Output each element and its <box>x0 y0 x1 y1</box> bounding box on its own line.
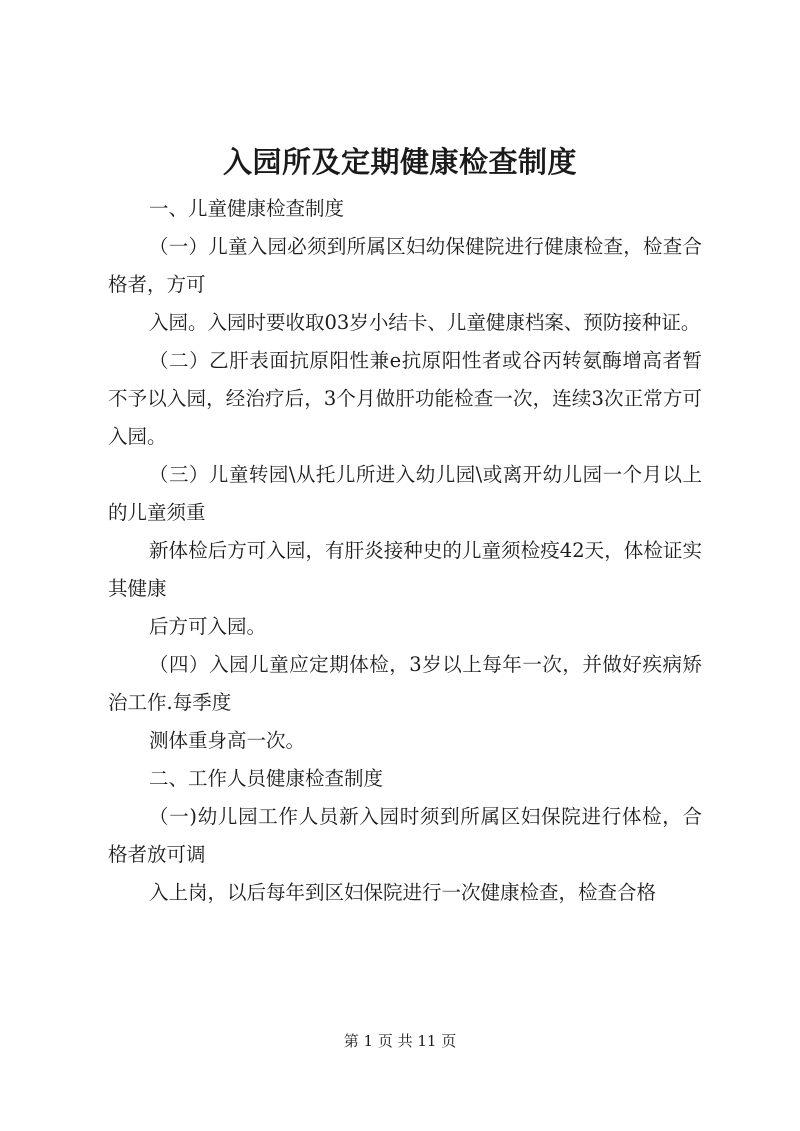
paragraph: 入园。入园时要收取03岁小结卡、儿童健康档案、预防接种证。 <box>149 311 701 334</box>
paragraph: 后方可入园。 <box>149 615 267 638</box>
document-title: 入园所及定期健康检查制度 <box>222 145 577 179</box>
paragraph: （二）乙肝表面抗原阳性兼e抗原阳性者或谷丙转氨酶增高者暂不予以入园，经治疗后，3个月做肝功能检查一次，连续3次正常方可入园。 <box>108 349 702 448</box>
paragraph: （一）儿童入园必须到所属区妇幼保健院进行健康检查，检查合格者，方可 <box>108 235 702 296</box>
paragraph: 测体重身高一次。 <box>149 729 306 752</box>
paragraph-heading-1: 一、儿童健康检查制度 <box>149 197 345 220</box>
paragraph: 新体检后方可入园，有肝炎接种史的儿童须检疫42天，体检证实其健康 <box>108 539 702 600</box>
paragraph: （一)幼儿园工作人员新入园时须到所属区妇保院进行体检，合格者放可调 <box>108 805 702 866</box>
document-body <box>108 190 702 912</box>
paragraph: （四）入园儿童应定期体检，3岁以上每年一次，并做好疾病矫治工作.每季度 <box>108 653 702 714</box>
paragraph: （三）儿童转园\从托儿所进入幼儿园\或离开幼儿园一个月以上的儿童须重 <box>108 463 702 524</box>
paragraph: 入上岗，以后每年到区妇保院进行一次健康检查，检查合格 <box>149 881 657 904</box>
paragraph-heading-2: 二、工作人员健康检查制度 <box>149 767 384 790</box>
page-number-footer: 第 1 页 共 11 页 <box>343 1032 457 1050</box>
